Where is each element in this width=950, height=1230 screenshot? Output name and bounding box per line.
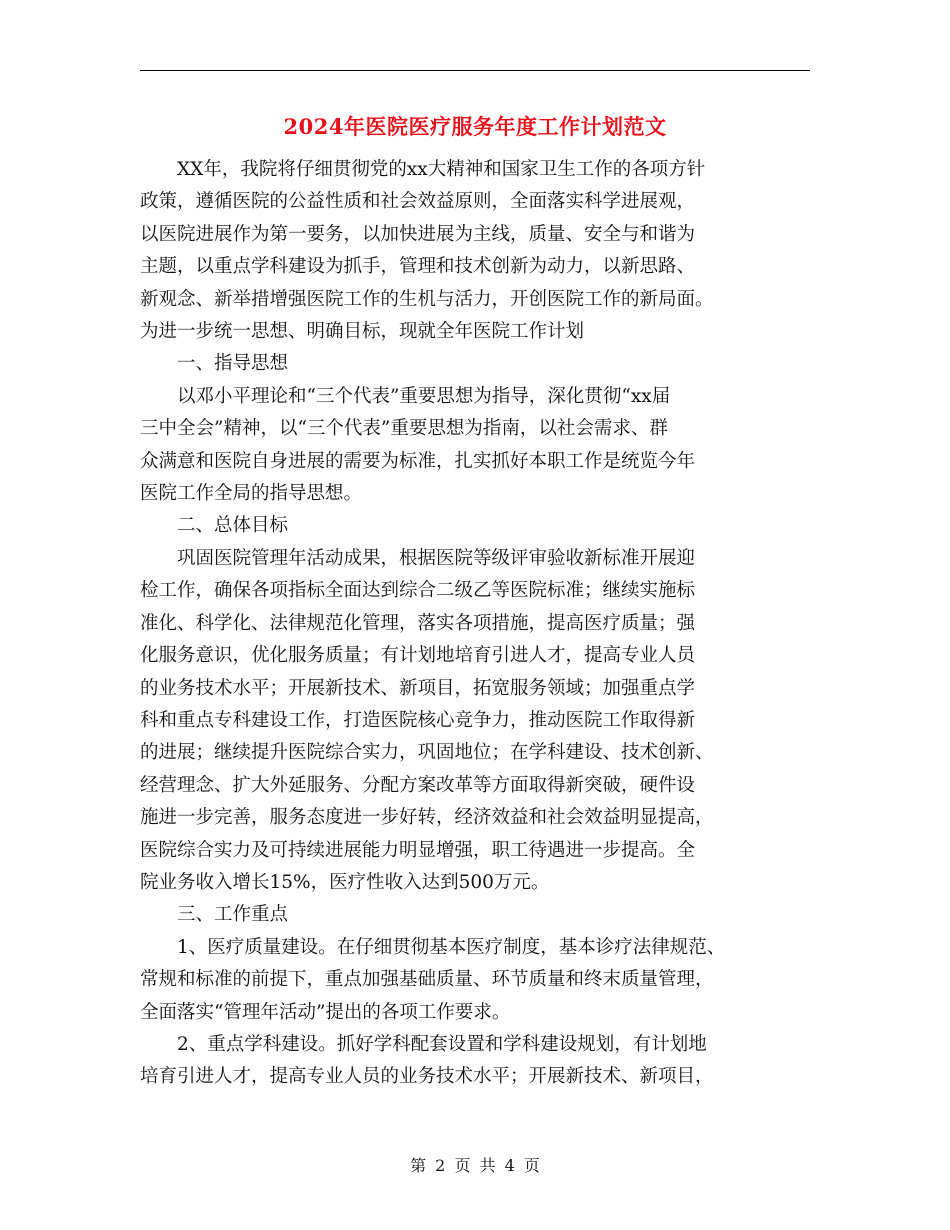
section-heading-work-priorities xyxy=(140,899,810,931)
paragraph-guiding-ideology xyxy=(140,381,810,511)
text-line: 的进展；继续提升医院综合实力，巩固地位；在学科建设、技术创新、 xyxy=(140,742,714,764)
text-line: 经营理念、扩大外延服务、分配方案改革等方面取得新突破，硬件设 xyxy=(140,774,696,796)
text-line: 主题，以重点学科建设为抓手，管理和技术创新为动力，以新思路、 xyxy=(140,256,696,278)
heading-text: 三、工作重点 xyxy=(177,904,289,926)
text-line: 全面落实“管理年活动”提出的各项工作要求。 xyxy=(140,1001,511,1023)
text-line: 巩固医院管理年活动成果，根据医院等级评审验收新标准开展迎 xyxy=(177,547,696,569)
header-rule xyxy=(140,70,810,71)
text-line: 常规和标准的前提下，重点加强基础质量、环节质量和终末质量管理， xyxy=(140,969,714,991)
text-line: 培育引进人才，提高专业人员的业务技术水平；开展新技术、新项目， xyxy=(140,1066,714,1088)
text-line: 院业务收入增长15%，医疗性收入达到500万元。 xyxy=(140,871,550,893)
section-heading-guiding-ideology xyxy=(140,348,810,380)
paragraph-overall-goals xyxy=(140,543,810,899)
paragraph-key-disciplines xyxy=(140,1029,810,1094)
text-line: 的业务技术水平；开展新技术、新项目，拓宽服务领域；加强重点学 xyxy=(140,677,696,699)
text-line: 以邓小平理论和“三个代表”重要思想为指导，深化贯彻“xx届 xyxy=(177,385,671,407)
text-line: 准化、科学化、法律规范化管理，落实各项措施，提高医疗质量；强 xyxy=(140,612,696,634)
section-heading-overall-goals xyxy=(140,510,810,542)
document-title: 2024年医院医疗服务年度工作计划范文 xyxy=(283,114,667,139)
text-line: 施进一步完善，服务态度进一步好转，经济效益和社会效益明显提高， xyxy=(140,807,714,829)
text-line: 为进一步统一思想、明确目标，现就全年医院工作计划 xyxy=(140,321,585,343)
heading-text: 一、指导思想 xyxy=(177,353,289,375)
text-line: 医院综合实力及可持续进展能力明显增强，职工待遇进一步提高。全 xyxy=(140,839,696,861)
text-line: 医院工作全局的指导思想。 xyxy=(140,483,363,505)
text-line: 以医院进展作为第一要务，以加快进展为主线，质量、安全与和谐为 xyxy=(140,223,696,245)
paragraph-intro xyxy=(140,154,810,348)
text-line: 众满意和医院自身进展的需要为标准，扎实抓好本职工作是统览今年 xyxy=(140,450,696,472)
document-body xyxy=(140,154,810,1094)
text-line: 三中全会”精神，以“三个代表”重要思想为指南，以社会需求、群 xyxy=(140,418,668,440)
text-line: 2、重点学科建设。抓好学科配套设置和学科建设规划，有计划地 xyxy=(177,1033,707,1055)
text-line: 政策，遵循医院的公益性质和社会效益原则，全面落实科学进展观， xyxy=(140,191,696,213)
text-line: 化服务意识，优化服务质量；有计划地培育引进人才，提高专业人员 xyxy=(140,645,696,667)
heading-text: 二、总体目标 xyxy=(177,515,289,537)
text-line: 新观念、新举措增强医院工作的生机与活力，开创医院工作的新局面。 xyxy=(140,288,714,310)
text-line: 检工作，确保各项指标全面达到综合二级乙等医院标准；继续实施标 xyxy=(140,580,696,602)
text-line: 1、医疗质量建设。在仔细贯彻基本医疗制度，基本诊疗法律规范、 xyxy=(177,936,726,958)
page-footer: 第 2 页 共 4 页 xyxy=(410,1156,540,1175)
text-line: XX年，我院将仔细贯彻党的xx大精神和国家卫生工作的各项方针 xyxy=(177,159,706,180)
text-line: 科和重点专科建设工作，打造医院核心竞争力，推动医院工作取得新 xyxy=(140,709,696,731)
paragraph-medical-quality xyxy=(140,932,810,1029)
